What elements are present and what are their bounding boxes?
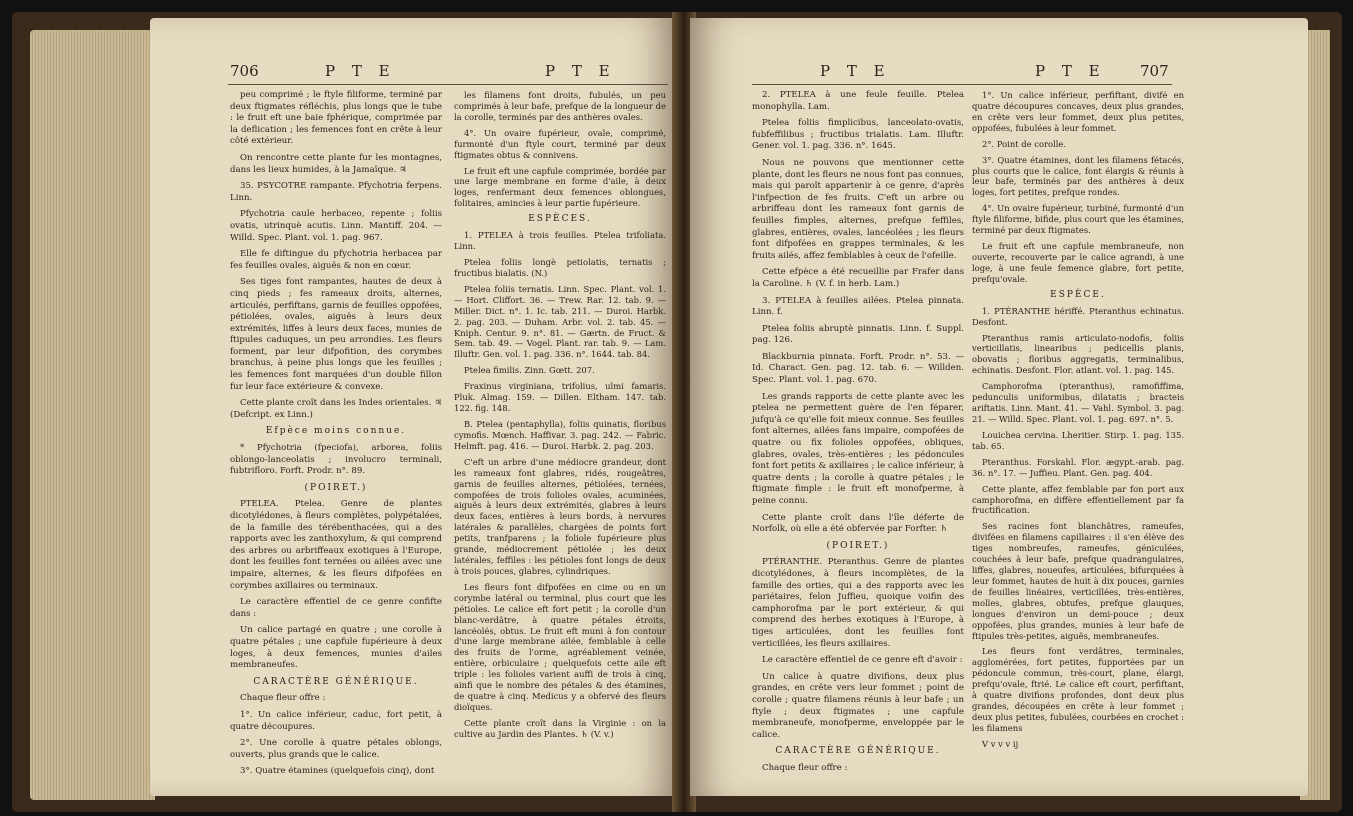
paragraph: * Pfychotria (fpeciofa), arborea, foliis oblongo-lanceolatis ; involucro terminali, fubtrifloro. Forft. Prodr. n°. 89.	[230, 443, 442, 477]
paragraph: 2°. Point de corolle.	[982, 138, 1067, 149]
paragraph: 1°. Un calice inférieur, caduc, fort petit, à quatre découpures.	[230, 709, 442, 732]
right-column-2	[972, 90, 1184, 755]
paragraph: Un calice à quatre divifions, deux plus grandes, en crête vers leur fommet ; point de corolle ; quatre filamens réunis à leur bafe ; un ftyle ; deux ftigmates ; une capfule membraneufe, monofperme, enveloppée par le calice.	[752, 671, 964, 740]
paragraph: Cette plante, affez femblable par fon port aux camphorofma, en diffère effentiellement par fa fructification.	[972, 483, 1184, 516]
paragraph: Ses tiges font rampantes, hautes de deux à cinq pieds ; fes rameaux droits, alternes, articulés, perfiftans, garnis de feuilles oppofées, pétiolées, ovales, aiguës à leurs deux extrémités, liffes à leurs deux faces, munies de ftipules caduques, un peu arrondies. Les fleurs forment, par leur difpofition, des corymbes branchus, à peine plus longs que les feuilles ; les femences font marquées d'un double fillon fur leur face extérieure & convexe.	[230, 277, 442, 392]
paragraph: Cette plante croît dans la Virginie : on la cultive au Jardin des Plantes. ♄ (V. v.)	[454, 717, 666, 739]
paragraph: Camphorofma (pteranthus), ramofiffima, pedunculis uniformibus, dilatatis ; bracteis ariftatis. Linn. Mant. 41. — Vahl. Symbol. 3. pag. 21. — Willd. Spec. Plant. vol. 1. pag. 697. n°. 5.	[972, 381, 1184, 424]
paragraph: (POIRET.)	[304, 482, 368, 493]
left-page-edges	[30, 30, 155, 800]
paragraph: Pteranthus. Forskahl. Flor. ægypt.-arab. pag. 36. n°. 17. — Juffieu. Plant. Gen. pag. 404.	[972, 456, 1184, 478]
paragraph: 4°. Un ovaire fupérieur, ovale, comprimé, furmonté d'un ftyle court, terminé par deux ftigmates obtus & connivens.	[454, 127, 666, 160]
paragraph: Cette efpèce a été recueillie par Frafer dans la Caroline. ♄ (V. f. in herb. Lam.)	[752, 267, 964, 289]
page-number-left: 706	[230, 62, 259, 80]
paragraph: Ptelea foliis abruptè pinnatis. Linn. f. Suppl. pag. 126.	[752, 323, 964, 346]
paragraph: Elle fe diftingue du pfychotria herbacea par fes feuilles ovales, aiguës & non en cœur.	[230, 249, 442, 271]
paragraph: Ptelea fimilis. Zinn. Gœtt. 207.	[464, 365, 595, 376]
paragraph: C'eft un arbre d'une médiocre grandeur, dont les rameaux font glabres, ridés, rougeâtres, garnis de feuilles alternes, pétiolées, ternées, compofées de trois folioles ovales, acuminées, aiguës à leurs deux extrémités, glabres à leurs deux faces, entières à leurs bords, à nervures latérales & parallèles, chargées de points fort petits, tranfparens ; la foliole fupérieure plus grande, médiocrement pétiolée ; les deux latérales, feffiles : les pétioles font longs de deux à trois pouces, glabres, cylindriques.	[454, 456, 666, 576]
paragraph: les filamens font droits, fubulés, un peu comprimés à leur bafe, prefque de la longueur de la corolle, terminés par des anthères ovales.	[454, 90, 666, 122]
paragraph: Le caractère effentiel de ce genre confifte dans :	[230, 597, 442, 619]
paragraph: ESPÈCES.	[528, 214, 592, 225]
right-page	[690, 18, 1308, 796]
running-header-left-col1: P T E	[325, 62, 396, 80]
paragraph: Cette plante croît dans les Indes orientales. ♃ (Defcript. ex Linn.)	[230, 398, 442, 420]
paragraph: ESPÈCE.	[1050, 289, 1106, 300]
paragraph: Efpèce moins connue.	[265, 426, 407, 437]
paragraph: Ses racines font blanchâtres, rameufes, divifées en filamens capillaires : il s'en élève des tiges nombreufes, rameufes, géniculées, couchées à leur bafe, prefque quadrangulaires, liffes, glabres, noueufes, articulées, bifurquées à leur fommet, hautes de huit à dix pouces, garnies de feuilles linéaires, verticillées, très-entières, molles, glabres, obtufes, prefque glauques, longues d'environ un demi-pouce ; deux oppofées, plus grandes, munies à leur bafe de ftipules très-petites, aiguës, membraneufes.	[972, 521, 1184, 641]
paragraph: 4°. Un ovaire fupérieur, turbiné, furmonté d'un ftyle filiforme, bifide, plus court que les étamines, terminé par deux ftigmates.	[972, 203, 1184, 236]
paragraph: Blackburnia pinnata. Forft. Prodr. n°. 53. — Id. Charact. Gen. pag. 12. tab. 6. — Willden. Spec. Plant. vol. 1. pag. 670.	[752, 351, 964, 386]
running-header-right-col2: P T E	[1035, 62, 1106, 80]
paragraph: Le caractère effentiel de ce genre eft d'avoir :	[762, 655, 963, 666]
right-column-1	[752, 90, 964, 779]
paragraph: Un calice partagé en quatre ; une corolle à quatre pétales ; une capfule fupérieure à deux loges, à deux femences, munies d'ailes membraneufes.	[230, 625, 442, 671]
paragraph: PTÉRANTHE. Pteranthus. Genre de plantes dicotylédones, à fleurs incomplètes, de la famille des orties, qui a des rapports avec les pariétaires, felon Juffieu, quoique voifin des camphorofma par le port extérieur, & qui comprend des herbes exotiques à l'Europe, à tiges articulées, dont les feuilles font verticillées, les fleurs axillaires.	[752, 557, 964, 649]
paragraph: Nous ne pouvons que mentionner cette plante, dont les fleurs ne nous font pas connues, mais qui paroît appartenir à ce genre, d'après l'infpection de fes fruits. C'eft un arbre ou arbriffeau dont les rameaux font garnis de feuilles fimples, alternes, prefque feffiles, glabres, entières, ovales, lancéolées ; les fleurs font difpofées en grappes terminales, & les fruits ailés, affez femblables à ceux de l'ofeille.	[752, 157, 964, 261]
left-page	[150, 18, 675, 796]
paragraph: 3. PTELEA à feuilles ailées. Ptelea pinnata. Linn. f.	[752, 295, 964, 318]
paragraph: Fraxinus virginiana, trifolius, ulmi famaris. Pluk. Almag. 159. — Dillen. Eltham. 147. tab. 122. fig. 148.	[454, 381, 666, 414]
running-header-right-col1: P T E	[820, 62, 891, 80]
paragraph: 1°. Un calice inférieur, perfiftant, divifé en quatre découpures concaves, deux plus grandes, en crête vers leur fommet, deux plus petites, oppofées, fubulées à leur fommet.	[972, 90, 1184, 133]
left-column-1	[230, 90, 442, 783]
paragraph: Chaque fleur offre :	[762, 762, 848, 773]
paragraph: Ptelea foliis longè petiolatis, ternatis ; fructibus bialatis. (N.)	[454, 256, 666, 278]
paragraph: CARACTÈRE GÉNÉRIQUE.	[775, 746, 941, 757]
paragraph: V v v v ij	[982, 738, 1019, 749]
paragraph: Ptelea foliis fimplicibus, lanceolato-ovatis, fubfeffilibus ; fructibus trialatis. Lam. Illuftr. Gener. vol. 1. pag. 336. n°. 1645.	[752, 118, 964, 152]
paragraph: Les fleurs font verdâtres, terminales, agglomérées, fort petites, fupportées par un pédoncule commun, très-court, plane, élargi, prefqu'ovale, ftrié. Le calice eft court, perfiftant, à quatre divifions profondes, dont deux plus grandes, découpées en crête à leur fommet ; deux plus petites, fubulées, courbées en crochet : les filamens	[972, 646, 1184, 733]
paragraph: PTELEA. Ptelea. Genre de plantes dicotylédones, à fleurs complètes, polypétalées, de la famille des térébenthacées, qui a des rapports avec les zanthoxylum, & qui comprend des arbres ou arbriffeaux exotiques à l'Europe, dont les feuilles font ternées ou ailées avec une impaire, alternes, & les fleurs difpofées en corymbes axillaires ou terminaux.	[230, 499, 442, 591]
paragraph: 35. PSYCOTRE rampante. Pfychotria ferpens. Linn.	[230, 181, 442, 203]
paragraph: Les grands rapports de cette plante avec les ptelea ne permettent guère de l'en féparer, jufqu'à ce qu'elle foit mieux connue. Ses feuilles font alternes, ailées fans impaire, compofées de quatre ou fix folioles oppofées, obliques, glabres, ovales, très-entières ; les pédoncules font fort petits & axillaires ; le calice inférieur, à quatre dents ; la corolle à quatre pétales ; le ftigmate fimple : le fruit eft monofperme, à peine connu.	[752, 391, 964, 506]
paragraph: Cette plante croît dans l'île déferte de Norfolk, où elle a été obfervée par Forfter. ♄	[752, 512, 964, 535]
paragraph: 3°. Quatre étamines (quelquefois cinq), dont	[240, 766, 435, 777]
paragraph: 2°. Une corolle à quatre pétales oblongs, ouverts, plus grands que le calice.	[230, 738, 442, 760]
paragraph: Le fruit eft une capfule comprimée, bordée par une large membrane en forme d'aile, à deux loges, renfermant deux femences oblongues, folitaires, amincies à leur partie fupérieure.	[454, 165, 666, 209]
paragraph: Les fleurs font difpofées en cime ou en un corymbe latéral ou terminal, plus court que les pétioles. Le calice eft fort petit ; la corolle d'un blanc-verdâtre, à quatre pétales étroits, lancéolés, obtus. Le fruit eft muni à fon contour d'une large membrane ailée, femblable à celle des fruits de l'orme, agréablement veinée, entière, orbiculaire ; quelquefois cette aile eft triple : les folioles varient auffi de trois à cinq, ainfi que le nombre des pétales & des étamines, de quatre à cinq. Medicus y a obfervé des fleurs dioïques.	[454, 581, 666, 713]
paragraph: 2. PTELEA à une feule feuille. Ptelea monophylla. Lam.	[752, 90, 964, 112]
paragraph: Ptelea foliis ternatis. Linn. Spec. Plant. vol. 1. — Hort. Cliffort. 36. — Trew. Rar. 12. tab. 9. — Miller. Dict. n°. 1. Ic. tab. 211. — Duroi. Harbk. 2. pag. 203. — Duham. Arbr. vol. 2. tab. 45. — Kniph. Centur. 9. n°. 81. — Gærtn. de Fruct. & Sem. tab. 49. — Vogel. Plant. rar. tab. 9. — Lam. Illuftr. Gen. vol. 1. pag. 336. n°. 1644. tab. 84.	[454, 283, 666, 360]
paragraph: Pfychotria caule herbaceo, repente ; foliis ovatis, utrinquè acutis. Linn. Mantiff. 204. — Willd. Spec. Plant. vol. 1. pag. 967.	[230, 209, 442, 243]
page-number-right: 707	[1140, 62, 1169, 80]
paragraph: On rencontre cette plante fur les montagnes, dans les lieux humides, à la Jamaïque. ♃	[230, 152, 442, 175]
running-header-left-col2: P T E	[545, 62, 616, 80]
paragraph: Louichea cervina. Lheritier. Stirp. 1. pag. 135. tab. 65.	[972, 429, 1184, 451]
paragraph: CARACTÈRE GÉNÉRIQUE.	[253, 676, 419, 687]
left-column-2	[454, 90, 666, 745]
paragraph: 3°. Quatre étamines, dont les filamens fétacés, plus courts que le calice, font élargis & réunis à leur bafe, terminés par des anthères à deux loges, fort petites, prefque rondes.	[972, 154, 1184, 198]
paragraph: 1. PTELEA à trois feuilles. Ptelea trifoliata. Linn.	[454, 230, 666, 252]
paragraph: Chaque fleur offre :	[240, 693, 326, 704]
paragraph: Pteranthus ramis articulato-nodofis, foliis verticillatis, linearibus ; pedicellis planis, obovatis ; floribus aggregatis, terminalibus, echinatis. Desfont. Flor. atlant. vol. 1. pag. 145.	[972, 332, 1184, 376]
header-rule-right	[752, 84, 1172, 85]
paragraph: (POIRET.)	[826, 540, 890, 551]
paragraph: 1. PTÉRANTHE hériffé. Pteranthus echinatus. Desfont.	[972, 305, 1184, 327]
paragraph: peu comprimé ; le ftyle filiforme, terminé par deux ftigmates réfléchis, plus longs que le tube : le fruit eft une baie fphérique, comprimée par la deflication ; les femences font en crête à leur côté extérieur.	[230, 90, 442, 147]
header-rule-left	[228, 84, 668, 85]
paragraph: B. Ptelea (pentaphylla), foliis quinatis, floribus cymofis. Mœnch. Haffivar. 3. pag. 242. — Fabric. Helmft. pag. 416. — Duroi. Harbk. 2. pag. 203.	[454, 418, 666, 451]
paragraph: Le fruit eft une capfule membraneufe, non ouverte, recouverte par le calice agrandi, à une loge, à une feule femence glabre, fort petite, prefqu'ovale.	[972, 241, 1184, 284]
